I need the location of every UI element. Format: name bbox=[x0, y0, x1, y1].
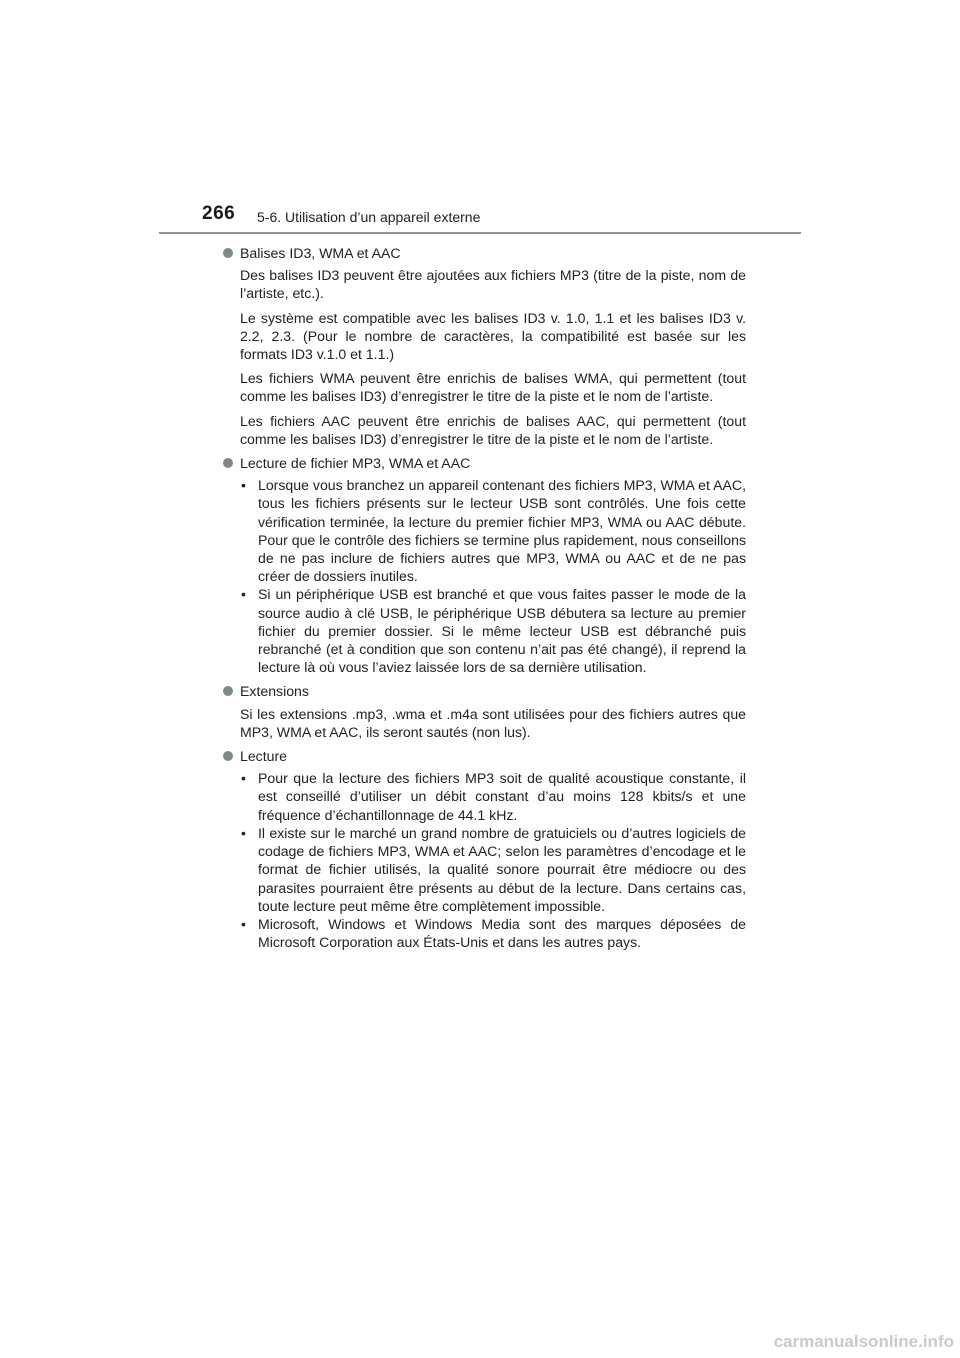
section-file-playback bbox=[222, 454, 746, 676]
page-header bbox=[202, 203, 802, 233]
section-heading bbox=[222, 454, 746, 472]
section-heading bbox=[222, 682, 746, 700]
sub-list bbox=[240, 769, 746, 951]
list-item bbox=[240, 585, 746, 676]
watermark: carmanualsonline.info bbox=[773, 1332, 954, 1351]
section-heading-text: Balises ID3, WMA et AAC bbox=[240, 245, 401, 261]
page-number: 266 bbox=[202, 203, 236, 224]
sub-bullet: • bbox=[241, 586, 246, 603]
section-heading-text: Lecture de fichier MP3, WMA et AAC bbox=[240, 455, 471, 472]
list-item bbox=[240, 769, 746, 824]
list-item-text: Pour que la lecture des fichiers MP3 soit de qualité acoustique constante, il est conseillé d’utiliser un débit constant d’au moins 128 kbits/s et une fréquence d’échantillonnage de 44.1 kHz. bbox=[258, 770, 746, 823]
section-id3-tags bbox=[222, 244, 746, 448]
section-playback bbox=[222, 747, 746, 951]
section-heading-text: Extensions bbox=[240, 683, 309, 700]
section-title: 5-6. Utilisation d’un appareil externe bbox=[257, 209, 481, 225]
list-item bbox=[240, 915, 746, 951]
sub-bullet: • bbox=[241, 770, 246, 787]
page-body bbox=[222, 244, 746, 957]
section-heading-text: Lecture bbox=[240, 748, 288, 765]
list-item-text: Lorsque vous branchez un appareil contenant des fichiers MP3, WMA et AAC, tous les fichiers présents sur le lecteur USB sont contrôlés. Une fois cette vérification terminée, la lecture du premier fichier MP3, WMA ou AAC débute. Pour que le contrôle des fichiers se termine plus rapidement, nous conseillons de ne pas inclure de fichiers autres que MP3, WMA ou AAC et de ne pas créer de dossiers inutiles. bbox=[258, 477, 746, 585]
paragraph: Les fichiers WMA peuvent être enrichis de balises WMA, qui permettent (tout comme les balises ID3) d’enregistrer le titre de la piste et le nom de l’artiste. bbox=[240, 370, 746, 405]
paragraph: Des balises ID3 peuvent être ajoutées aux fichiers MP3 (titre de la piste, nom de l’artiste, etc.). bbox=[240, 267, 746, 302]
list-item-text: Microsoft, Windows et Windows Media sont des marques déposées de Microsoft Corporation aux États-Unis et dans les autres pays. bbox=[258, 915, 746, 951]
paragraph: Les fichiers AAC peuvent être enrichis de balises AAC, qui permettent (tout comme les balises ID3) d’enregistrer le titre de la piste et le nom de l’artiste. bbox=[240, 412, 746, 447]
list-item bbox=[240, 824, 746, 915]
sub-list bbox=[240, 476, 746, 676]
sub-bullet: • bbox=[241, 477, 246, 494]
list-item-text: Il existe sur le marché un grand nombre de gratuiciels ou d’autres logiciels de codage de fichiers MP3, WMA et AAC; selon les paramètres d’encodage et le format de fichier utilisés, la qualité sonore pourrait être médiocre ou des parasites pourraient être présents au début de la lecture. Dans certains cas, toute lecture peut même être complètement impossible. bbox=[258, 824, 746, 914]
section-heading bbox=[222, 747, 746, 765]
bullet-dot-icon bbox=[223, 458, 233, 468]
sub-bullet: • bbox=[241, 824, 246, 841]
bullet-dot-icon bbox=[223, 248, 233, 258]
list-item-text: Si un périphérique USB est branché et que vous faites passer le mode de la source audio à clé USB, le périphérique USB débutera sa lecture au premier fichier du premier dossier. Si le même lecteur USB est débranché puis rebranché (et à condition que son contenu n’ait pas été changé), il reprend la lecture là où vous l’aviez laissée lors de sa dernière utilisation. bbox=[258, 586, 746, 676]
paragraph: Si les extensions .mp3, .wma et .m4a sont utilisées pour des fichiers autres que MP3, WMA et AAC, ils seront sautés (non lus). bbox=[240, 705, 746, 740]
header-divider bbox=[159, 232, 801, 234]
section-extensions bbox=[222, 682, 746, 741]
bullet-dot-icon bbox=[223, 686, 233, 696]
section-heading bbox=[222, 244, 746, 262]
paragraph: Le système est compatible avec les balises ID3 v. 1.0, 1.1 et les balises ID3 v. 2.2, 2.3. (Pour le nombre de caractères, la compatibilité est basée sur les formats ID3 v.1.0 et 1.1.) bbox=[240, 309, 746, 363]
bullet-dot-icon bbox=[223, 751, 233, 761]
sub-bullet: • bbox=[241, 915, 246, 932]
list-item bbox=[240, 476, 746, 585]
